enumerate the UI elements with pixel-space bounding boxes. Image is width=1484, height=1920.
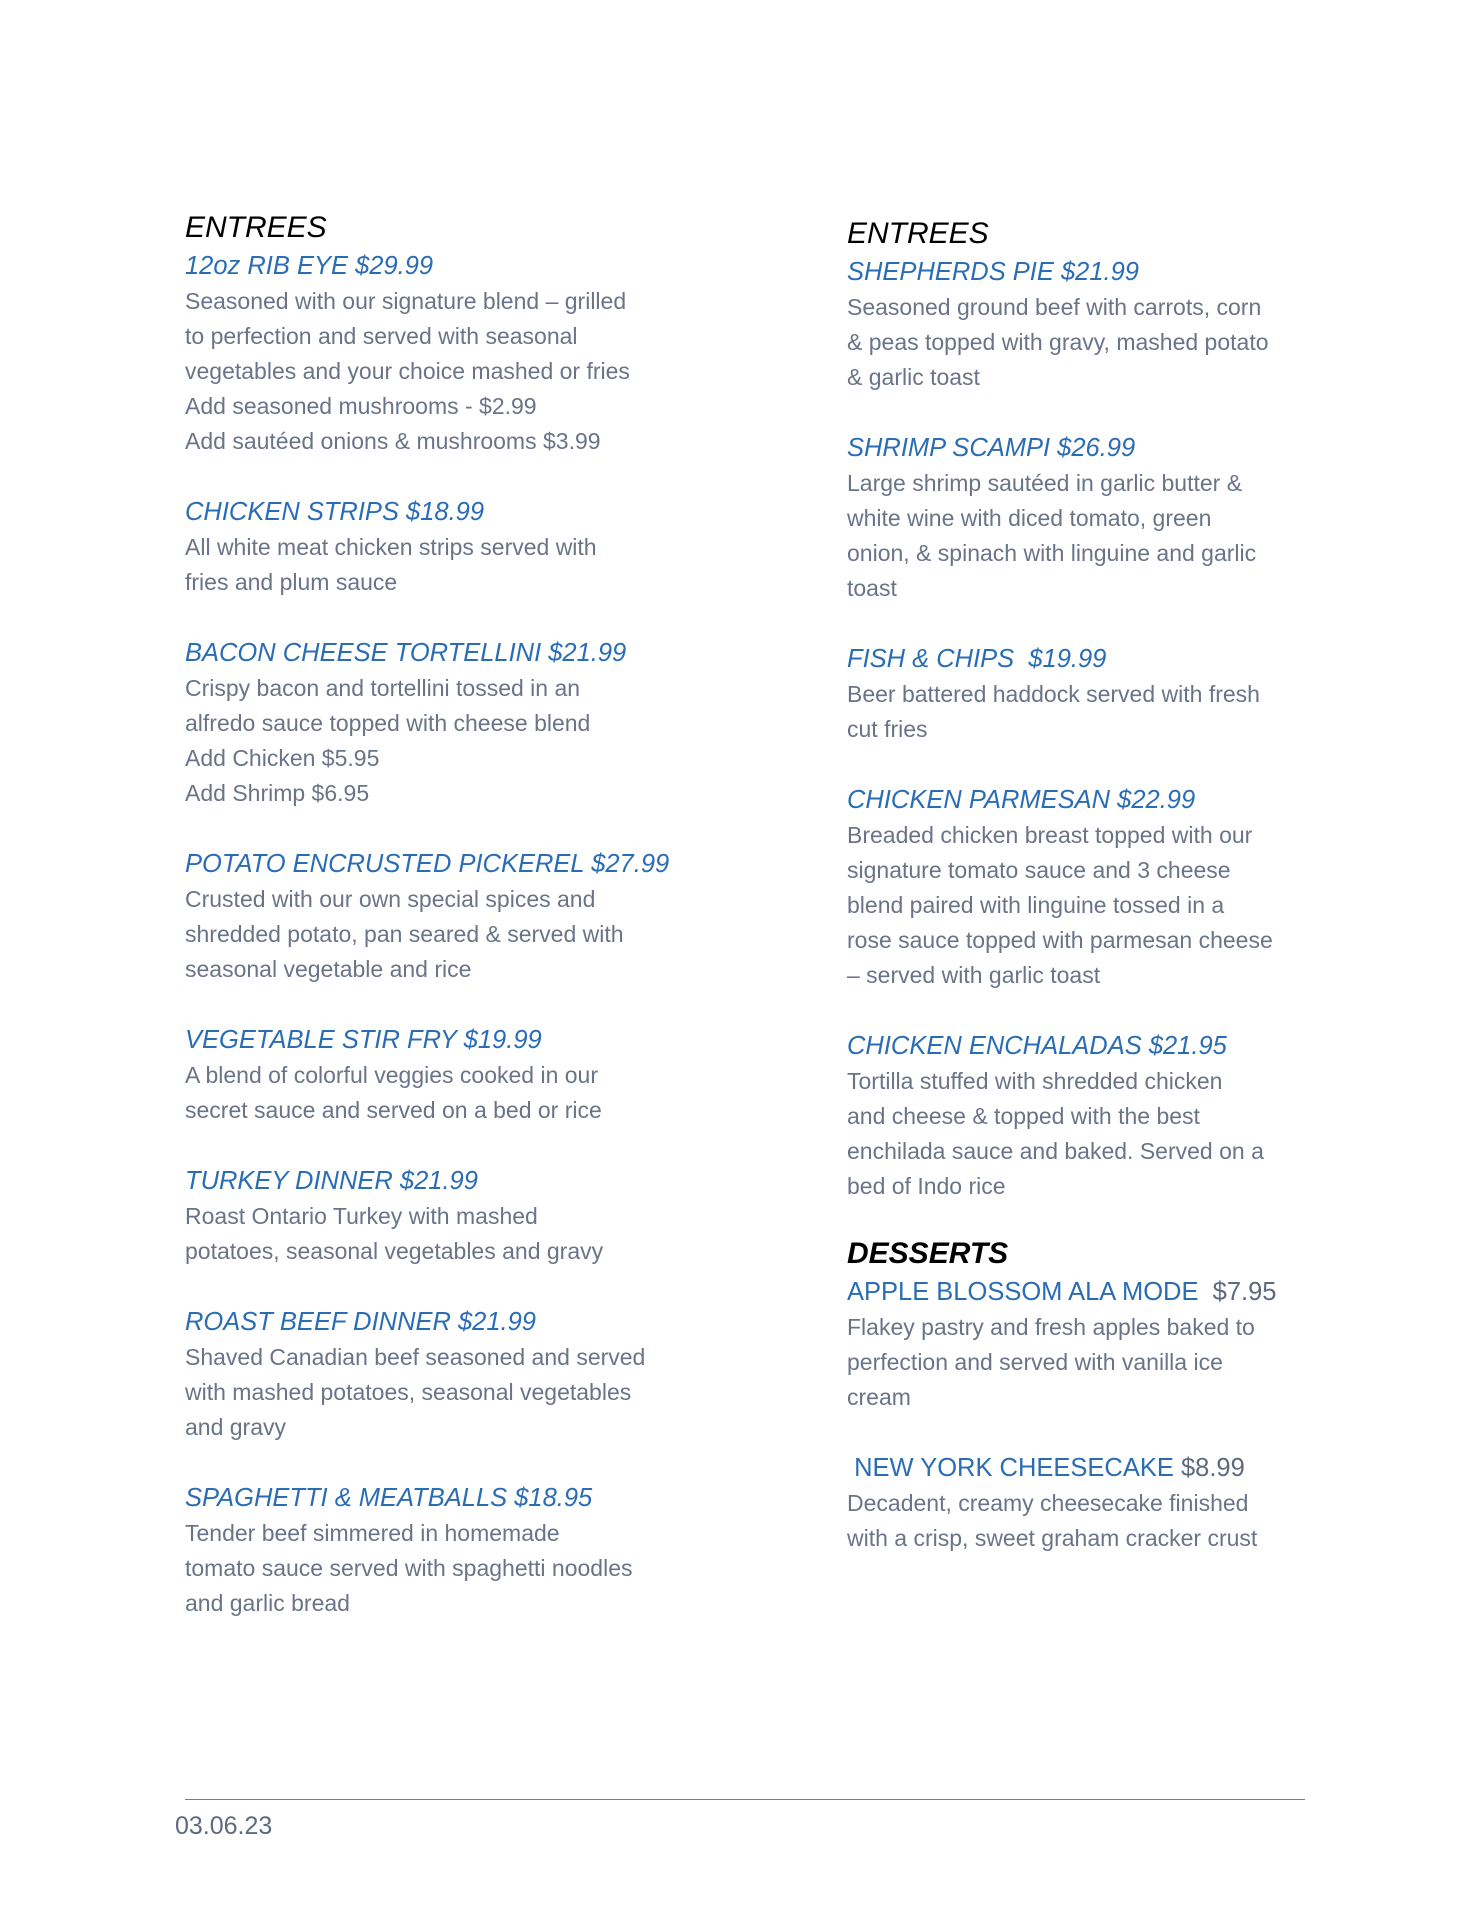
menu-item-title: CHICKEN ENCHALADAS $21.95 [847,1032,1227,1060]
menu-item-fish-chips [847,641,1327,747]
menu-item-addon: Add sautéed onions & mushrooms $3.99 [185,428,601,454]
menu-item-desc-line: A blend of colorful veggies cooked in our [185,1062,598,1088]
menu-item-addon: Add seasoned mushrooms - $2.99 [185,393,537,419]
menu-item-desc-line: Crusted with our own special spices and [185,886,596,912]
menu-item-shrimp-scampi [847,430,1327,606]
menu-item-chicken-enchaladas [847,1028,1327,1204]
menu-item-desc-line: onion, & spinach with linguine and garlic [847,540,1257,566]
menu-item-title: BACON CHEESE TORTELLINI $21.99 [185,639,627,667]
menu-item-turkey-dinner [185,1163,685,1269]
menu-item-apple-blossom [847,1274,1327,1415]
menu-item-vegetable-stir-fry [185,1022,685,1128]
menu-item-desc-line: enchilada sauce and baked. Served on a [847,1138,1264,1164]
menu-item-title: POTATO ENCRUSTED PICKEREL $27.99 [185,850,670,878]
menu-item-desc-line: Roast Ontario Turkey with mashed [185,1203,538,1229]
menu-item-title: TURKEY DINNER $21.99 [185,1167,478,1195]
menu-item-desc-line: vegetables and your choice mashed or fries [185,358,630,384]
menu-item-desc-line: Seasoned ground beef with carrots, corn [847,294,1262,320]
dessert-name: APPLE BLOSSOM ALA MODE [847,1278,1199,1306]
menu-item-title [847,1450,1327,1486]
menu-item-desc-line: bed of Indo rice [847,1173,1006,1199]
menu-item-title: CHICKEN STRIPS $18.99 [185,498,485,526]
menu-item-title [847,1274,1327,1310]
menu-item-desc-line: blend paired with linguine tossed in a [847,892,1225,918]
menu-item-title: SPAGHETTI & MEATBALLS $18.95 [185,1484,593,1512]
menu-item-desc-line: Tender beef simmered in homemade [185,1520,560,1546]
menu-item-desc-line: and garlic bread [185,1590,350,1616]
dessert-price: $7.95 [1212,1278,1277,1306]
menu-item-desc-line: cut fries [847,716,928,742]
menu-item-desc-line: Crispy bacon and tortellini tossed in an [185,675,581,701]
desserts-heading: DESSERTS [847,1237,1009,1270]
menu-item-desc-line: & peas topped with gravy, mashed potato [847,329,1269,355]
menu-item-desc-line: Beer battered haddock served with fresh [847,681,1260,707]
right-column [847,214,1327,1591]
menu-item-title: CHICKEN PARMESAN $22.99 [847,786,1196,814]
menu-item-title: FISH & CHIPS $19.99 [847,645,1107,673]
menu-item-desc-line: Large shrimp sautéed in garlic butter & [847,470,1243,496]
menu-item-desc-line: seasonal vegetable and rice [185,956,472,982]
footer-divider [185,1799,1305,1800]
menu-item-desc-line: Decadent, creamy cheesecake finished [847,1490,1249,1516]
menu-item-shepherds-pie [847,254,1327,395]
menu-item-desc-line: – served with garlic toast [847,962,1101,988]
menu-item-desc-line: fries and plum sauce [185,569,398,595]
menu-item-desc-line: Flakey pastry and fresh apples baked to [847,1314,1255,1340]
menu-item-desc-line: rose sauce topped with parmesan cheese [847,927,1273,953]
menu-item-desc-line: to perfection and served with seasonal [185,323,578,349]
menu-item-chicken-strips [185,494,685,600]
menu-item-desc-line: shredded potato, pan seared & served with [185,921,624,947]
menu-item-desc-line: perfection and served with vanilla ice [847,1349,1223,1375]
menu-item-title: 12oz RIB EYE $29.99 [185,252,434,280]
menu-item-title: SHEPHERDS PIE $21.99 [847,258,1139,286]
entrees-heading-left: ENTREES [185,211,327,244]
menu-item-rib-eye [185,248,685,459]
menu-item-new-york-cheesecake [847,1450,1327,1556]
menu-item-desc-line: Seasoned with our signature blend – grilled [185,288,627,314]
menu-item-spaghetti-meatballs [185,1480,685,1621]
menu-item-chicken-parmesan [847,782,1327,993]
menu-item-desc-line: cream [847,1384,911,1410]
menu-item-addon: Add Shrimp $6.95 [185,780,370,806]
menu-item-desc-line: & garlic toast [847,364,980,390]
left-column [185,208,685,1656]
menu-item-desc-line: All white meat chicken strips served with [185,534,597,560]
menu-item-desc-line: tomato sauce served with spaghetti noodles [185,1555,633,1581]
menu-item-title: ROAST BEEF DINNER $21.99 [185,1308,536,1336]
footer-date: 03.06.23 [175,1812,273,1840]
menu-item-desc-line: signature tomato sauce and 3 cheese [847,857,1231,883]
menu-item-desc-line: white wine with diced tomato, green [847,505,1212,531]
menu-item-desc-line: with mashed potatoes, seasonal vegetables [185,1379,632,1405]
menu-item-desc-line: potatoes, seasonal vegetables and gravy [185,1238,604,1264]
menu-item-desc-line: toast [847,575,897,601]
menu-item-title: VEGETABLE STIR FRY $19.99 [185,1026,542,1054]
menu-item-desc-line: alfredo sauce topped with cheese blend [185,710,591,736]
menu-item-desc-line: with a crisp, sweet graham cracker crust [847,1525,1258,1551]
menu-item-bacon-cheese-tortellini [185,635,685,811]
menu-item-addon: Add Chicken $5.95 [185,745,380,771]
menu-item-desc-line: Breaded chicken breast topped with our [847,822,1253,848]
dessert-name: NEW YORK CHEESECAKE [847,1454,1174,1482]
menu-item-title: SHRIMP SCAMPI $26.99 [847,434,1136,462]
menu-item-desc-line: and gravy [185,1414,287,1440]
menu-item-desc-line: Tortilla stuffed with shredded chicken [847,1068,1223,1094]
entrees-heading-right: ENTREES [847,217,989,250]
menu-item-desc-line: and cheese & topped with the best [847,1103,1200,1129]
menu-item-potato-encrusted-pickerel [185,846,685,987]
dessert-price: $8.99 [1180,1454,1245,1482]
menu-item-desc-line: Shaved Canadian beef seasoned and served [185,1344,646,1370]
menu-item-desc-line: secret sauce and served on a bed or rice [185,1097,602,1123]
menu-item-roast-beef-dinner [185,1304,685,1445]
